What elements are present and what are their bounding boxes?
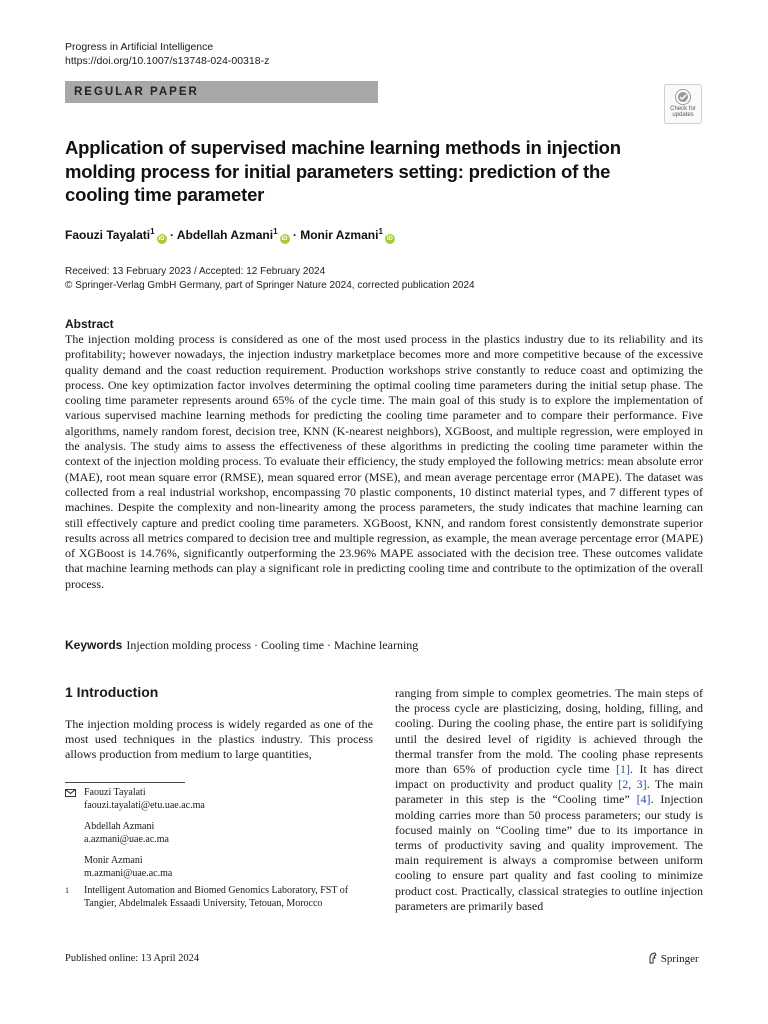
orcid-icon[interactable]: iD <box>158 236 165 242</box>
contact-email[interactable]: a.azmani@uae.ac.ma <box>84 833 169 845</box>
publication-dates <box>65 265 475 293</box>
contact-email[interactable]: m.azmani@uae.ac.ma <box>84 867 173 879</box>
footnote-divider <box>65 782 185 783</box>
springer-horse-icon <box>648 952 658 964</box>
contact-name: Abdellah Azmani <box>84 821 155 832</box>
keywords-text: Injection molding process · Cooling time · Machine learning <box>126 638 419 652</box>
contact-entry <box>84 787 365 812</box>
received-accepted: Received: 13 February 2023 / Accepted: 12 February 2024 <box>65 266 326 277</box>
keywords-label: Keywords <box>65 638 123 652</box>
journal-name: Progress in Artificial Intelligence <box>65 41 214 53</box>
keywords <box>65 638 418 653</box>
intro-text: . The main parameter in this step is the “Cooling time” <box>395 777 703 807</box>
contact-name: Faouzi Tayalati <box>84 787 146 798</box>
citation-link[interactable]: [4] <box>636 792 651 807</box>
affiliation-number: 1 <box>65 886 69 895</box>
orcid-icon[interactable]: iD <box>281 236 288 242</box>
abstract-heading: Abstract <box>65 317 114 331</box>
author-affiliation-mark: 1 <box>378 227 383 236</box>
author-affiliation-mark: 1 <box>150 227 155 236</box>
paper-title: Application of supervised machine learning methods in injection molding process for initial parameters setting: prediction of the cooling time parameter <box>65 137 621 205</box>
envelope-icon <box>65 789 76 797</box>
publisher-logo <box>648 952 699 965</box>
author-name[interactable]: Abdellah Azmani <box>176 228 274 242</box>
author-name[interactable]: Faouzi Tayalati <box>65 228 151 242</box>
intro-text: ranging from simple to complex geometries. The main steps of the process cycle are plasticizing, dosing, holding, filling, and cooling. During the cooling phase, the entire part is solidifying until the desired level of rigidity is achieved through the thermal transfer from the mold. The cooling phase represents more than 65% of production cycle time <box>395 686 703 777</box>
contact-name: Monir Azmani <box>84 855 143 866</box>
citation-link[interactable]: [1] <box>616 762 631 777</box>
author-sep: · <box>169 228 177 242</box>
article-type-banner: REGULAR PAPER <box>65 81 378 103</box>
contact-entry <box>84 821 365 846</box>
publisher-name: Springer <box>660 953 699 965</box>
citation-link[interactable]: [2, 3] <box>618 777 647 792</box>
check-updates-icon <box>674 88 692 106</box>
affiliation <box>65 885 365 910</box>
intro-right-column <box>395 686 703 914</box>
journal-header <box>65 40 269 68</box>
check-updates-line1: Check for <box>670 106 696 112</box>
corresponding-contacts <box>65 787 365 889</box>
check-for-updates-badge[interactable] <box>664 84 702 124</box>
author-sep: · <box>292 228 301 242</box>
check-updates-line2: updates <box>672 112 694 118</box>
author-affiliation-mark: 1 <box>273 227 278 236</box>
doi-link[interactable]: https://doi.org/10.1007/s13748-024-00318-z <box>65 55 270 67</box>
contact-email[interactable]: faouzi.tayalati@etu.uae.ac.ma <box>84 799 205 811</box>
abstract-text: The injection molding process is considered as one of the most used process in the plastics industry due to its reliability and its profitability; however nowadays, the injection industry marketplace becomes more and more competitive because of the excessive quality demand and the coast reduction requirement. Production workshops strive constantly to reduce coast and optimizing the process. One key optimization factor involves determining the optimal cooling time parameters during the initial setup phase. The cooling time parameter represents around 65% of the cycle time. The main goal of this study is to explore the implementation of various supervised machine learning methods for predicting the cooling time parameter and to compare their performance. Five algorithms, namely random forest, decision tree, KNN (K-nearest neighbors), XGBoost, and multiple regression, were employed in the analysis. The study aims to assess the effectiveness of these algorithms in predicting the cooling time parameter within the context of the injection molding process. To evaluate their efficiency, the study employed the following metrics: mean absolute error (MAE), root mean square error (RMSE), mean squared error (MSE), and mean average percentage error (MAPE). The dataset was collected from a real industrial workshop, encompassing 70 plastic components, 10 distinct material types, and 7 different types of machines. Despite the complexity and non-linearity among the process parameters, the study indicates that machine learning can still effectively capture and predict cooling time parameters. XGBoost, KNN, and random forest consistently demonstrate superior results across all metrics compared to decision tree and multiple regression, as example, the mean average percentage error (MAPE) of XGBoost is 14.76%, significantly outperforming the 23.96% MAPE associated with the decision tree. These outcomes validate that machine learning methods can play a significant role in predicting cooling time and contribute to the optimization of the overall process. <box>65 332 703 591</box>
copyright-line: © Springer-Verlag GmbH Germany, part of Springer Nature 2024, corrected publication 2024 <box>65 280 475 291</box>
intro-left-column: The injection molding process is widely regarded as one of the most used techniques in the plastics industry. This process allows production from medium to large quantities, <box>65 717 373 762</box>
intro-text: . Injection molding carries more than 50 process parameters; our study is focused mainly on “Cooling time” due to its importance in terms of productivity saving and quality improvement. The main requirement is always a compromise between uniform cooling to ensure part quality and fast cooling to minimize product cost. Practically, classical strategies to outline injection parameters are primarily based <box>395 792 703 913</box>
orcid-icon[interactable]: iD <box>386 236 393 242</box>
affiliation-text: Intelligent Automation and Biomed Genomics Laboratory, FST of Tangier, Abdelmalek Essaadi University, Tetouan, Morocco <box>84 885 349 909</box>
author-list <box>65 227 395 244</box>
section-heading-introduction: 1 Introduction <box>65 684 159 700</box>
intro-text: . It has direct impact on productivity and product quality <box>395 762 703 792</box>
author-name[interactable]: Monir Azmani <box>300 228 379 242</box>
published-online-date: Published online: 13 April 2024 <box>65 953 200 964</box>
contact-entry <box>84 855 365 880</box>
